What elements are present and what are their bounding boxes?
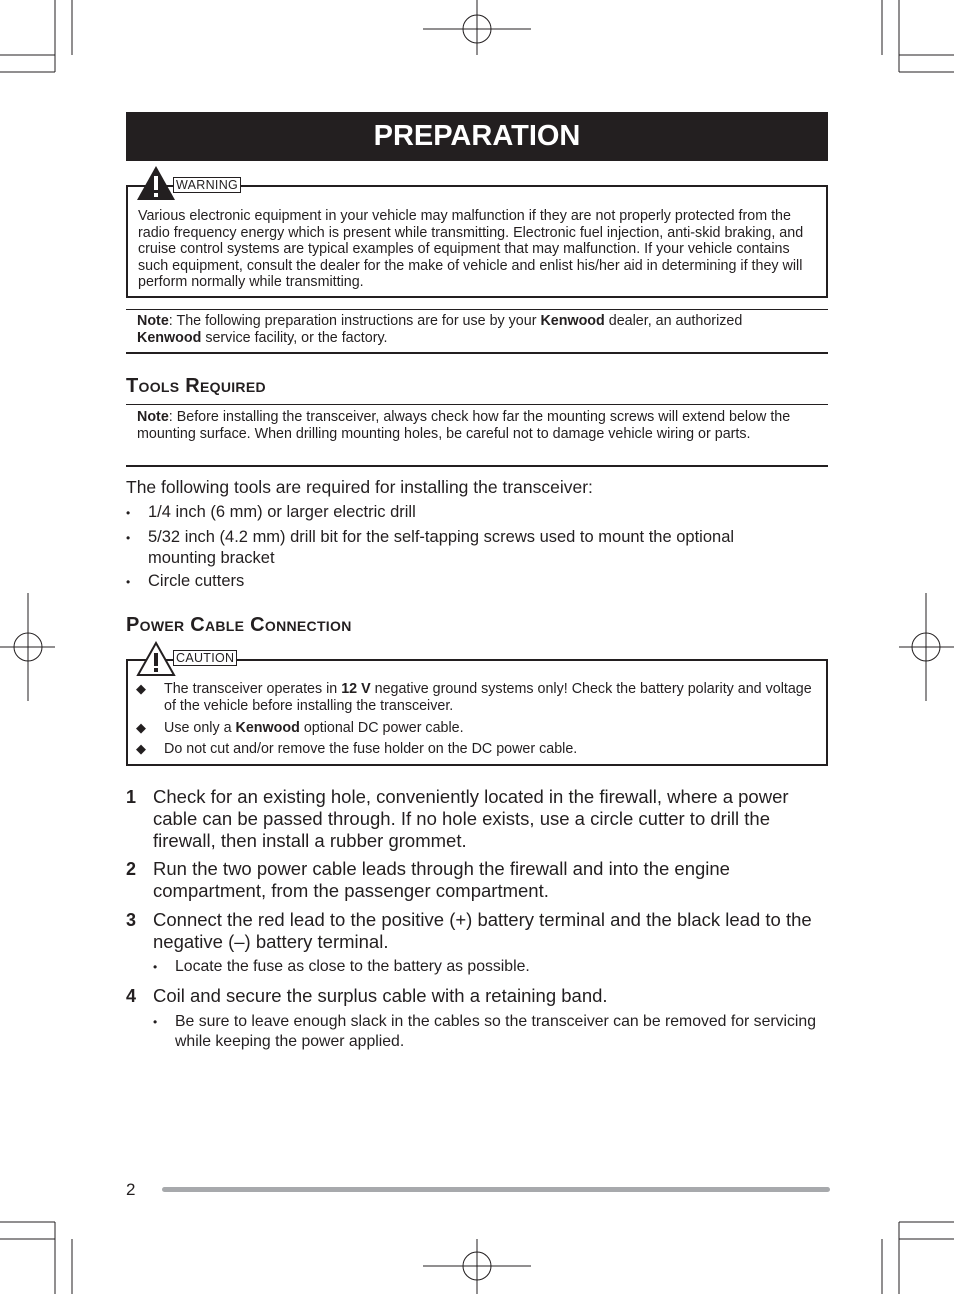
list-item: • 1/4 inch (6 mm) or larger electric drill [126, 502, 826, 523]
page-title: PREPARATION [126, 112, 828, 161]
step-text: Check for an existing hole, conveniently located in the firewall, where a power cable can be passed through. If no hole exists, use a circle cutter to drill the firewall, then install a rubber grommet. [153, 786, 789, 851]
caution-item: ◆ The transceiver operates in 12 V negative ground systems only! Check the battery polarity and voltage of the vehicle before installing the transceiver. [136, 681, 812, 714]
bullet: • [126, 575, 131, 589]
list-item: • 5/32 inch (4.2 mm) drill bit for the self-tapping screws used to mount the optional mounting bracket [126, 528, 735, 567]
step-number: 3 [126, 910, 137, 930]
tools-note: Note: Before installing the transceiver, always check how far the mounting screws will extend below the mounting surface. When drilling mounting holes, be careful not to damage vehicle wiring or parts. [126, 404, 828, 467]
bullet: • [126, 531, 131, 545]
step-text: Run the two power cable leads through the firewall and into the engine compartment, from the passenger compartment. [153, 858, 730, 901]
power-heading: Power Cable Connection [126, 614, 352, 636]
caution-label: CAUTION [173, 650, 237, 666]
step-number: 4 [126, 986, 137, 1006]
step-text: Connect the red lead to the positive (+) battery terminal and the black lead to the negative (–) battery terminal. [153, 909, 812, 952]
warning-text: Various electronic equipment in your vehicle may malfunction if they are not properly protected from the radio frequency energy which is present while transmitting. Electronic fuel injection, anti-skid braking, and cruise control systems are typical examples of equipment that may malfunction. If your vehicle contains such equipment, consult the dealer for the make of vehicle and enlist his/her aid in determining if they will perform normally while transmitting. [138, 208, 804, 290]
brand-name: Kenwood [235, 720, 300, 736]
diamond-bullet: ◆ [136, 741, 146, 756]
step-sub-item: • Locate the fuse as close to the battery as possible. [153, 957, 823, 977]
step-number: 1 [126, 787, 137, 807]
tools-heading: Tools Required [126, 375, 266, 397]
diamond-bullet: ◆ [136, 681, 146, 696]
bullet: • [153, 960, 158, 974]
step-number: 2 [126, 859, 137, 879]
step [126, 909, 826, 953]
warning-label: WARNING [173, 177, 241, 193]
brand-name: Kenwood [540, 313, 605, 329]
caution-item: ◆ Do not cut and/or remove the fuse holder on the DC power cable. [136, 741, 578, 757]
step [126, 786, 826, 852]
note-label: Note [137, 409, 169, 425]
preparation-note: Note: The following preparation instructions are for use by your Kenwood dealer, an authorized Kenwood service facility, or the factory. [126, 309, 828, 354]
step-sub-item: • Be sure to leave enough slack in the cables so the transceiver can be removed for servicing while keeping the power applied. [153, 1013, 817, 1050]
caution-item: ◆ Use only a Kenwood optional DC power cable. [136, 720, 464, 736]
bullet: • [153, 1015, 158, 1029]
step [126, 858, 826, 902]
tools-intro: The following tools are required for installing the transceiver: [126, 477, 593, 497]
warning-triangle-icon [136, 165, 176, 201]
diamond-bullet: ◆ [136, 720, 146, 735]
note-label: Note [137, 313, 169, 329]
step [126, 985, 826, 1007]
caution-triangle-icon [136, 641, 176, 677]
footer-rule [162, 1187, 830, 1192]
warning-box [126, 185, 828, 298]
brand-name: Kenwood [137, 329, 202, 346]
bullet: • [126, 506, 131, 520]
list-item: • Circle cutters [126, 571, 826, 592]
page-number: 2 [126, 1180, 136, 1199]
step-text: Coil and secure the surplus cable with a retaining band. [153, 985, 608, 1006]
